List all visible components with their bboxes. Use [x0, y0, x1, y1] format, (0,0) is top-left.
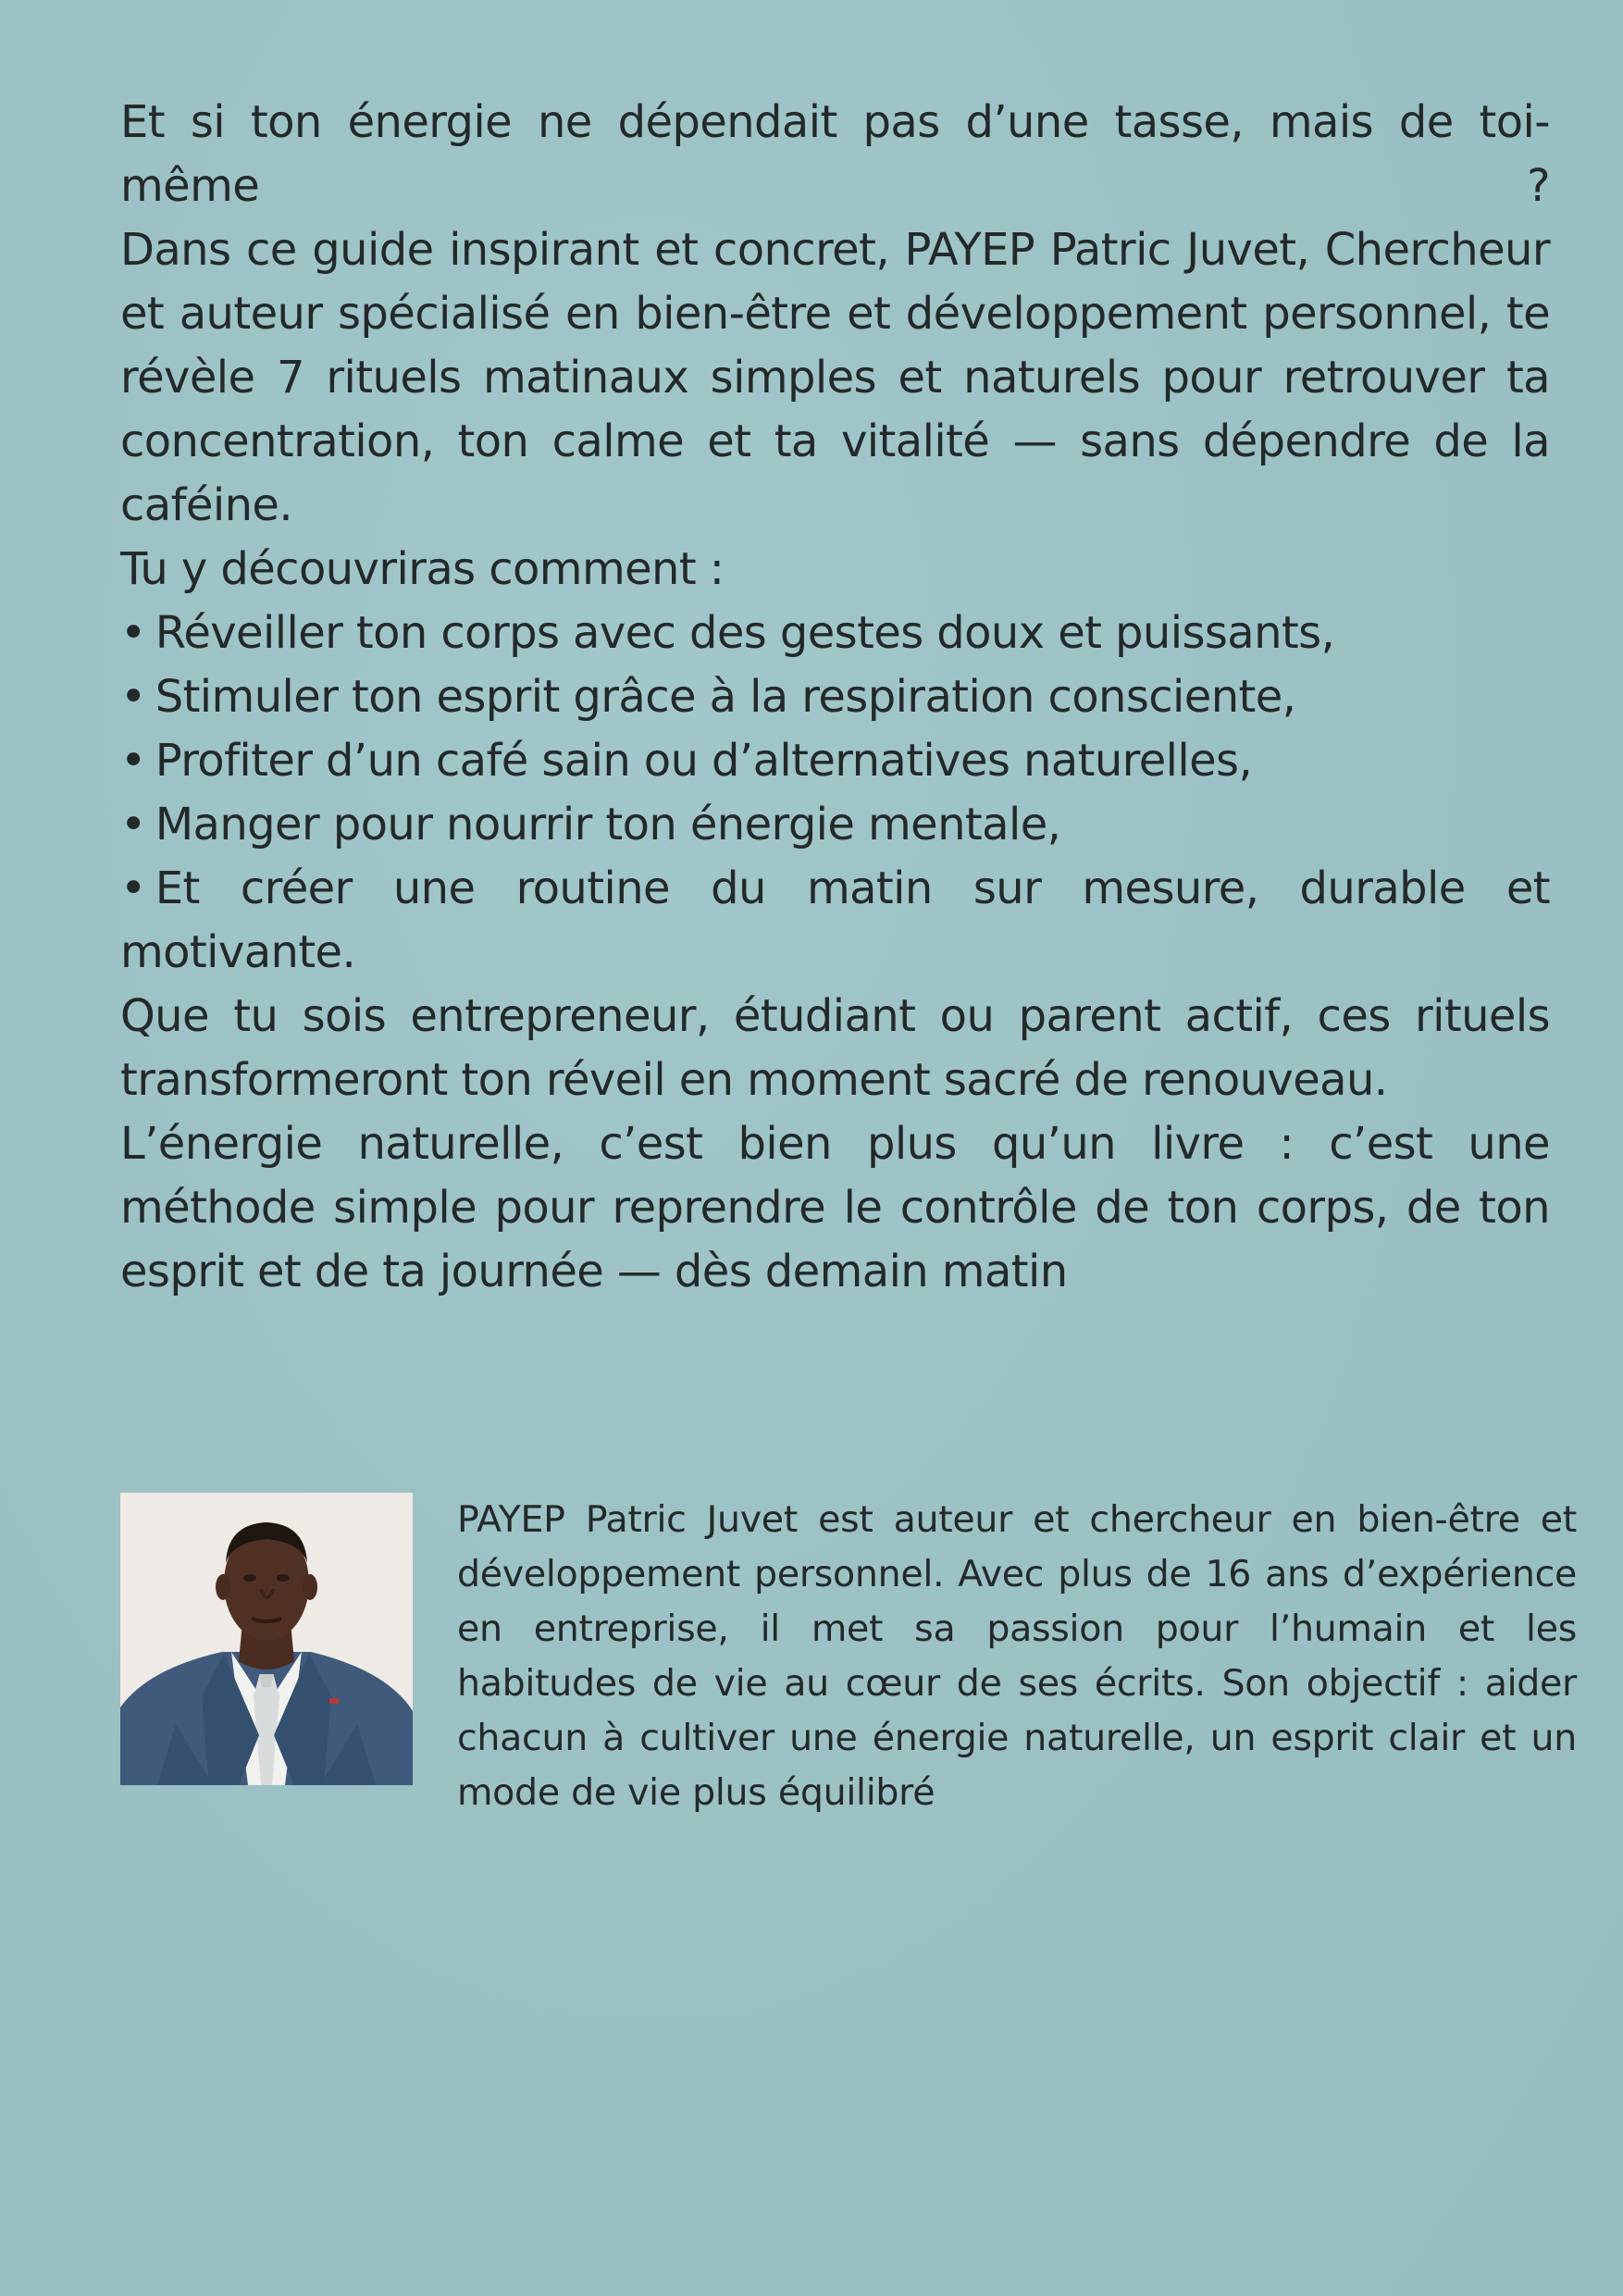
list-item-text: Profiter d’un café sain ou d’alternatives naturelles, [155, 735, 1253, 787]
blurb-intro: Et si ton énergie ne dépendait pas d’une tasse, mais de toi-même ? [120, 96, 1550, 212]
blurb-list-intro: Tu y découvriras comment : [120, 543, 725, 595]
bullet-icon: • [120, 607, 146, 659]
list-item-text: Manger pour nourrir ton énergie mentale, [155, 799, 1061, 850]
list-item-text: Réveiller ton corps avec des gestes doux et puissants, [155, 607, 1335, 659]
benefits-list [120, 602, 1550, 985]
author-photo [120, 1493, 413, 1785]
blurb-closing: L’énergie naturelle, c’est bien plus qu’un livre : c’est une méthode simple pour reprendre le contrôle de ton corps, de ton esprit et de ta journée — dès demain matin [120, 1118, 1550, 1297]
bullet-icon: • [120, 863, 146, 914]
author-bio: PAYEP Patric Juvet est auteur et chercheur en bien-être et développement personnel. Avec plus de 16 ans d’expérience en entreprise, il met sa passion pour l’humain et les habitudes de vie au cœur de ses écrits. Son objectif : aider chacun à cultiver une énergie naturelle, un esprit clair et un mode de vie plus équilibré [457, 1498, 1577, 1814]
blurb-audience: Que tu sois entrepreneur, étudiant ou parent actif, ces rituels transformeront ton réveil en moment sacré de renouveau. [120, 990, 1550, 1106]
blurb-section [120, 91, 1550, 1304]
list-item [120, 729, 1550, 793]
bullet-icon: • [120, 735, 146, 787]
list-item-text: Stimuler ton esprit grâce à la respiration consciente, [155, 671, 1296, 723]
blurb-description: Dans ce guide inspirant et concret, PAYEP Patric Juvet, Chercheur et auteur spécialisé en bien-être et développement personnel, te révèle 7 rituels matinaux simples et naturels pour retrouver ta concentration, ton calme et ta vitalité — sans dépendre de la caféine. [120, 224, 1550, 531]
author-portrait-icon [120, 1493, 413, 1785]
bullet-icon: • [120, 799, 146, 850]
list-item [120, 793, 1550, 857]
list-item [120, 857, 1550, 985]
list-item-text: Et créer une routine du matin sur mesure, durable et motivante. [120, 863, 1550, 978]
list-item [120, 665, 1550, 729]
bullet-icon: • [120, 671, 146, 723]
list-item [120, 602, 1550, 665]
